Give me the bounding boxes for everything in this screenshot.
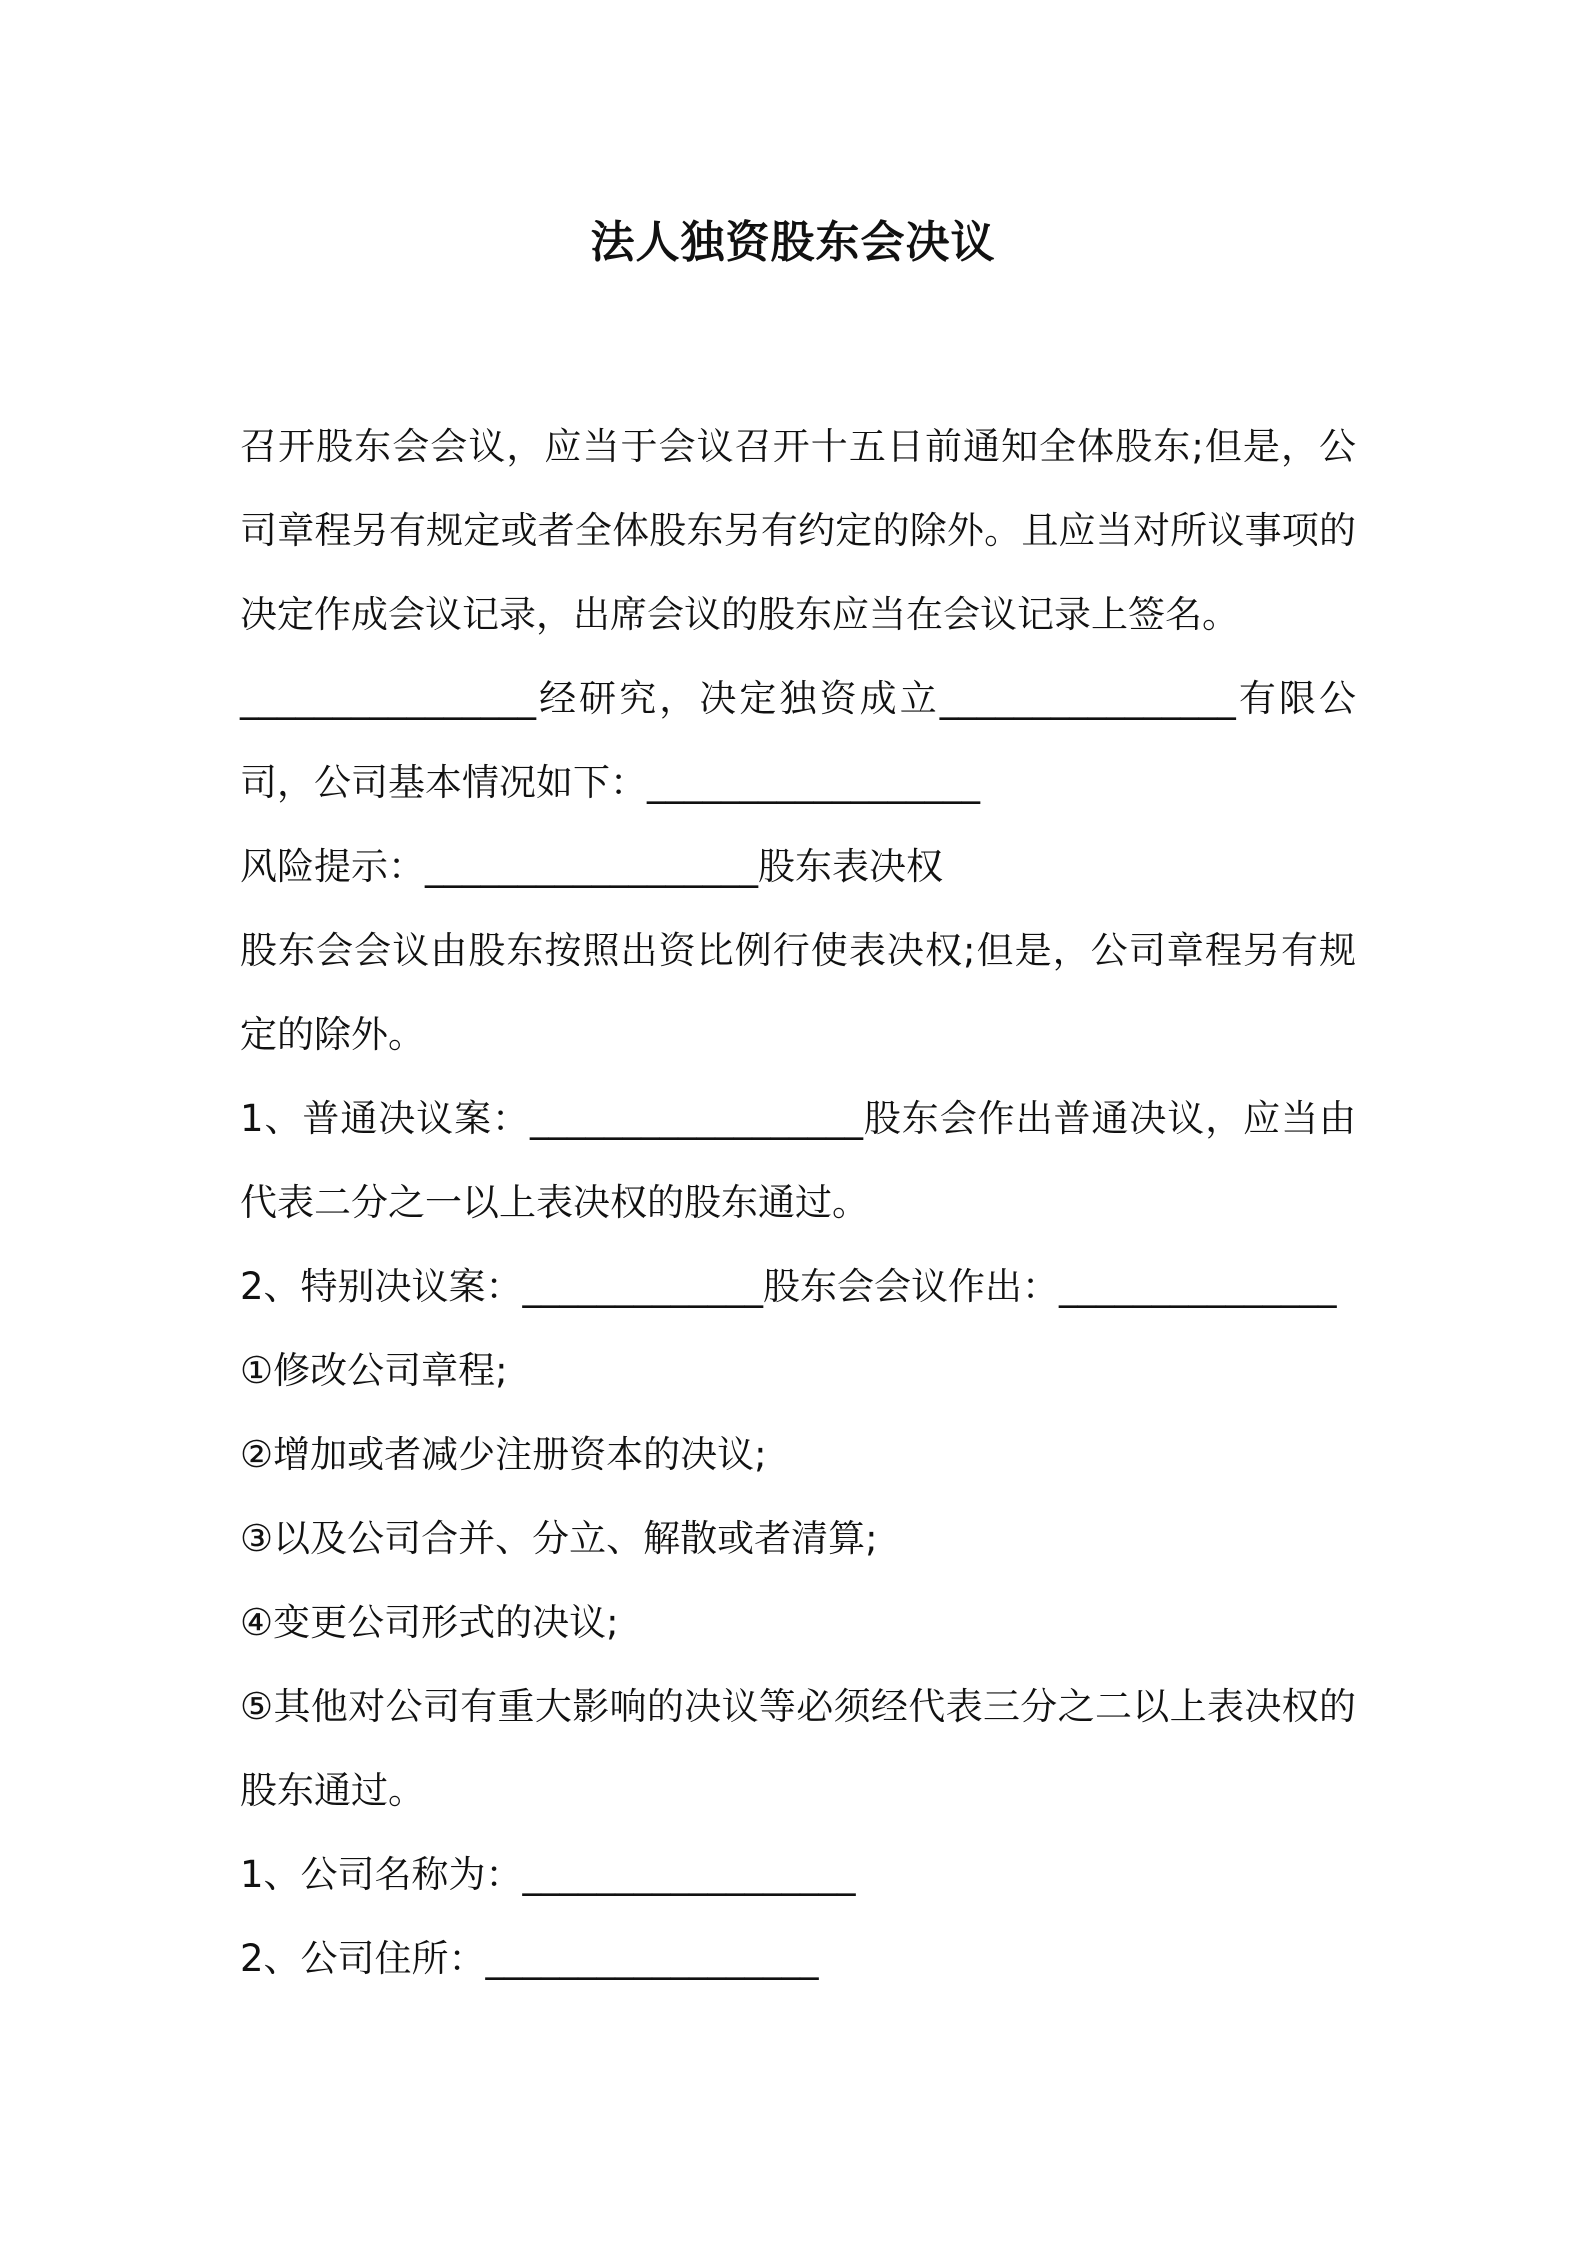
paragraph-voting-rights: 股东会会议由股东按照出资比例行使表决权;但是，公司章程另有规定的除外。: [240, 929, 1356, 1056]
paragraph-ordinary-resolution: 1、普通决议案：__________________股东会作出普通决议，应当由代表二分之一以上表决权的股东通过。: [240, 1097, 1356, 1224]
paragraph-company-establishment: ________________经研究，决定独资成立________________有限公司，公司基本情况如下：__________________: [240, 677, 1356, 804]
paragraph-risk-notice: 风险提示：__________________股东表决权: [240, 845, 943, 888]
paragraph-special-resolution: 2、特别决议案：_____________股东会会议作出：_______________: [240, 1265, 1337, 1308]
list-item-amend-articles: ①修改公司章程;: [240, 1349, 508, 1392]
document-body: [240, 405, 1356, 2001]
paragraph-meeting-notice: 召开股东会会议，应当于会议召开十五日前通知全体股东;但是，公司章程另有规定或者全体股东另有约定的除外。且应当对所议事项的决定作成会议记录，出席会议的股东应当在会议记录上签名。: [240, 425, 1356, 636]
field-company-address: 2、公司住所：__________________: [240, 1937, 819, 1980]
list-item-other-major: ⑤其他对公司有重大影响的决议等必须经代表三分之二以上表决权的股东通过。: [240, 1685, 1356, 1812]
list-item-capital-change: ②增加或者减少注册资本的决议;: [240, 1433, 767, 1476]
list-item-change-form: ④变更公司形式的决议;: [240, 1601, 619, 1644]
field-company-name: 1、公司名称为：__________________: [240, 1853, 856, 1896]
list-item-merger-dissolution: ③以及公司合并、分立、解散或者清算;: [240, 1517, 878, 1560]
document-title: 法人独资股东会决议: [590, 217, 996, 268]
